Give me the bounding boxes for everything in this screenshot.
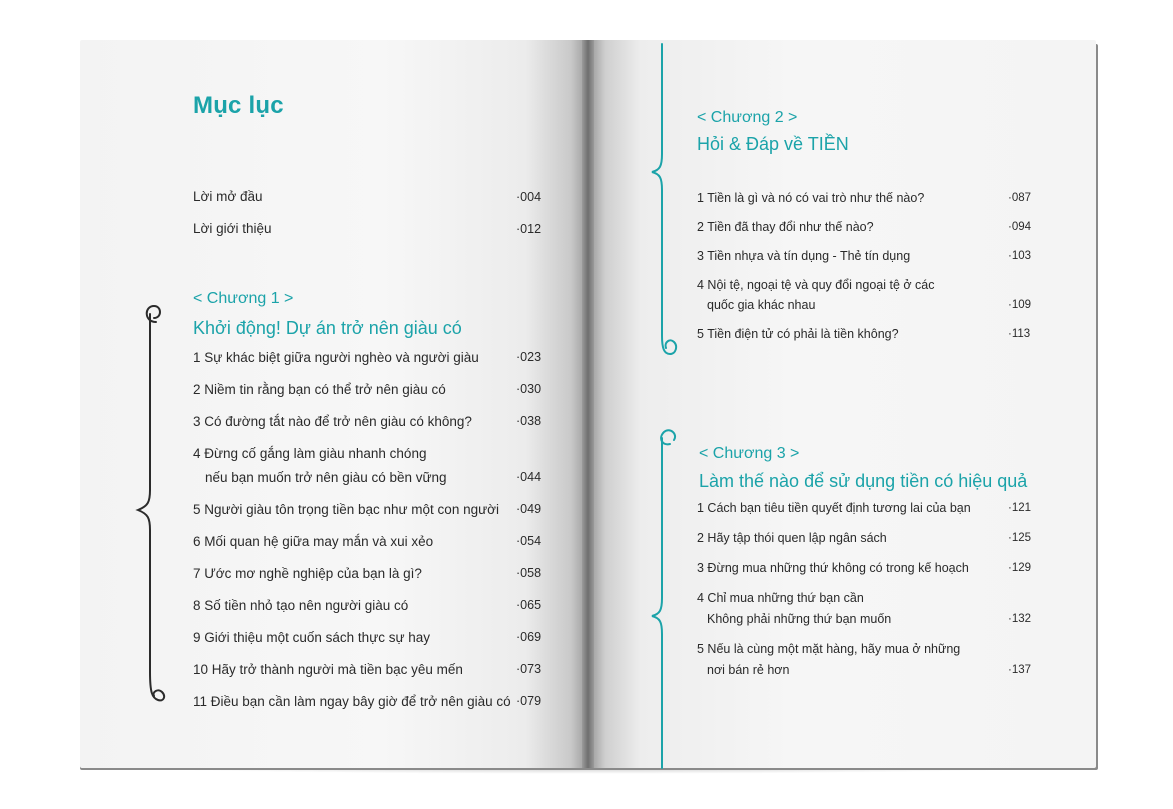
- toc-page-number: ·079: [516, 694, 542, 708]
- toc-entry-text: 4 Đừng cố gắng làm giàu nhanh chóng: [193, 446, 427, 461]
- toc-entry: [697, 275, 935, 315]
- toc-entry-text: 10 Hãy trở thành người mà tiền bạc yêu mến: [193, 662, 463, 677]
- toc-entry: [697, 324, 899, 344]
- toc-entry-text: Không phải những thứ bạn muốn: [707, 612, 892, 626]
- toc-page-number: ·044: [516, 470, 542, 484]
- book-spine: [582, 40, 594, 768]
- toc-entry: [193, 410, 472, 434]
- toc-entry: [193, 346, 479, 370]
- toc-page-number: ·058: [516, 566, 542, 580]
- toc-entry-text: 1 Sự khác biệt giữa người nghèo và người giàu: [193, 350, 479, 365]
- toc-page-number: ·049: [516, 502, 542, 516]
- toc-entry-text: 7 Ước mơ nghề nghiệp của bạn là gì?: [193, 566, 422, 581]
- toc-entry: [697, 639, 960, 681]
- toc-entry-text: nơi bán rẻ hơn: [707, 663, 790, 677]
- toc-page-number: ·137: [1008, 664, 1032, 676]
- toc-entry-text: 6 Mối quan hệ giữa may mắn và xui xẻo: [193, 534, 434, 549]
- toc-entry-text: 3 Tiền nhựa và tín dụng - Thẻ tín dụng: [697, 249, 911, 263]
- left-curly-bracket-icon: [130, 300, 170, 720]
- toc-page-number: ·023: [516, 350, 542, 364]
- chapter-2-curly-bracket-icon: [644, 44, 684, 360]
- toc-page-number: ·054: [516, 534, 542, 548]
- toc-entry-text: nếu bạn muốn trở nên giàu có bền vững: [205, 470, 447, 485]
- toc-entry: [193, 378, 446, 402]
- toc-entry-text: 9 Giới thiệu một cuốn sách thực sự hay: [193, 630, 431, 645]
- toc-page-number: ·113: [1008, 328, 1031, 340]
- toc-page-number: ·109: [1008, 299, 1032, 311]
- toc-page-number: ·069: [516, 630, 542, 644]
- toc-entry: [697, 217, 874, 237]
- toc-entry-text: 5 Tiền điện tử có phải là tiền không?: [697, 327, 899, 341]
- toc-page-number: ·087: [1008, 192, 1032, 204]
- toc-entry-text: 1 Cách bạn tiêu tiền quyết định tương lai của bạn: [697, 501, 971, 515]
- toc-entry: [193, 594, 408, 618]
- toc-page-number: ·030: [516, 382, 542, 396]
- toc-entry-text: quốc gia khác nhau: [707, 298, 816, 312]
- toc-entry: [193, 658, 463, 682]
- toc-entry-text: 5 Nếu là cùng một mặt hàng, hãy mua ở những: [697, 642, 961, 656]
- toc-page-number: ·129: [1008, 562, 1032, 574]
- toc-entry-text: 5 Người giàu tôn trọng tiền bạc như một con người: [193, 502, 499, 517]
- front-matter-page: ·004: [516, 190, 542, 204]
- page-title: Mục lục: [193, 92, 284, 119]
- toc-entry-text: 4 Nội tệ, ngoại tệ và quy đổi ngoại tệ ở các: [697, 278, 935, 292]
- front-matter-label: Lời giới thiệu: [193, 221, 272, 236]
- chapter-title: Hỏi & Đáp về TIỀN: [697, 134, 849, 154]
- toc-entry: [697, 188, 924, 208]
- toc-entry: [697, 588, 891, 630]
- toc-page-number: ·094: [1008, 221, 1032, 233]
- toc-entry: [193, 690, 511, 714]
- toc-entry: [697, 558, 969, 579]
- toc-entry: [697, 246, 910, 266]
- toc-entry-text: 2 Tiền đã thay đổi như thế nào?: [697, 220, 874, 234]
- toc-entry: [193, 498, 499, 522]
- chapter-title: Làm thế nào để sử dụng tiền có hiệu quả: [699, 471, 1028, 491]
- chapter-3-curly-bracket-icon: [644, 428, 684, 768]
- toc-entry: [193, 626, 430, 650]
- toc-page-number: ·073: [516, 662, 542, 676]
- chapter-tag: < Chương 3 >: [699, 445, 800, 462]
- toc-page-number: ·103: [1008, 250, 1032, 262]
- toc-entry-text: 11 Điều bạn cần làm ngay bây giờ để trở nên giàu có: [193, 694, 511, 709]
- chapter-tag: < Chương 2 >: [697, 109, 798, 126]
- toc-entry-text: 3 Có đường tắt nào để trở nên giàu có không?: [193, 414, 472, 429]
- toc-entry: [193, 562, 422, 586]
- chapter-tag: < Chương 1 >: [193, 290, 294, 307]
- toc-entry-text: 2 Niềm tin rằng bạn có thể trở nên giàu có: [193, 382, 446, 397]
- front-matter-page: ·012: [516, 222, 542, 236]
- toc-entry-text: 2 Hãy tập thói quen lập ngân sách: [697, 531, 887, 545]
- toc-page-number: ·038: [516, 414, 542, 428]
- toc-entry-text: 1 Tiền là gì và nó có vai trò như thế nào?: [697, 191, 925, 205]
- toc-page-number: ·125: [1008, 532, 1032, 544]
- toc-entry: [193, 442, 447, 490]
- toc-entry-text: 3 Đừng mua những thứ không có trong kế hoạch: [697, 561, 969, 575]
- toc-page-number: ·121: [1008, 502, 1032, 514]
- toc-entry-text: 8 Số tiền nhỏ tạo nên người giàu có: [193, 598, 409, 613]
- toc-page-number: ·065: [516, 598, 542, 612]
- toc-entry: [697, 498, 971, 519]
- toc-entry: [697, 528, 887, 549]
- toc-entry-text: 4 Chỉ mua những thứ bạn cần: [697, 591, 864, 605]
- toc-entry: [193, 530, 433, 554]
- toc-page-number: ·132: [1008, 613, 1032, 625]
- chapter-title: Khởi động! Dự án trở nên giàu có: [193, 318, 462, 338]
- front-matter-label: Lời mở đầu: [193, 189, 263, 204]
